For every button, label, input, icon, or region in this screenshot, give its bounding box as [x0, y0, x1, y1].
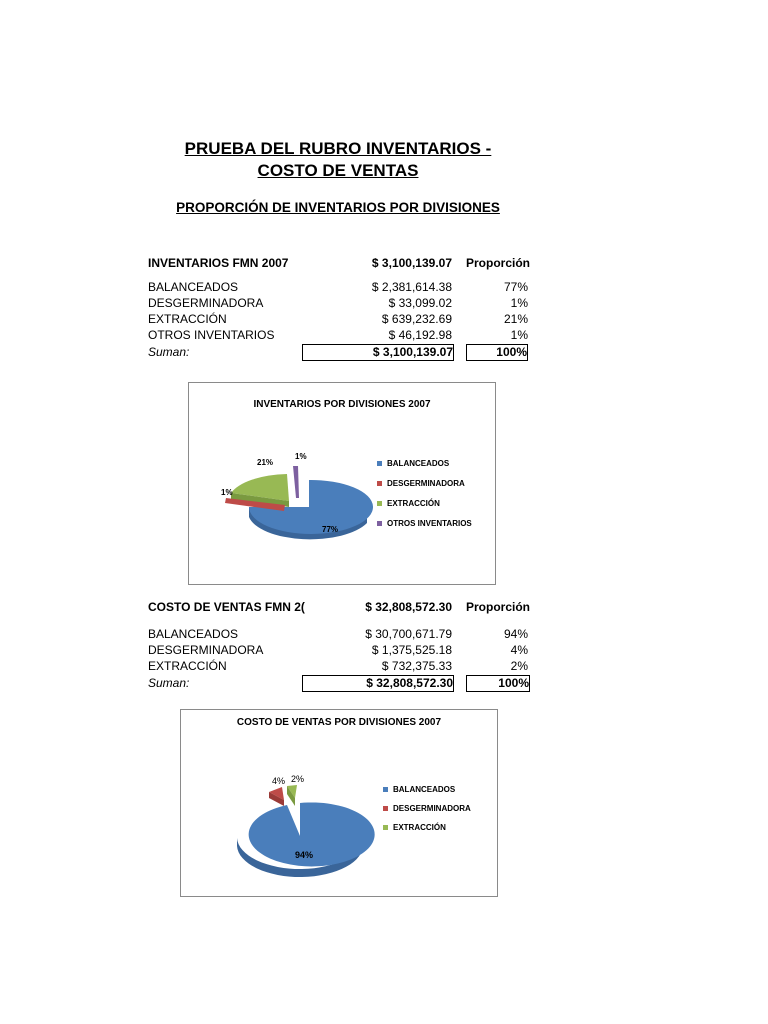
table-row-amount: $ 46,192.98 [388, 328, 452, 342]
legend-label: EXTRACCIÓN [393, 823, 446, 832]
legend-label: OTROS INVENTARIOS [387, 518, 472, 528]
legend-item [377, 513, 472, 533]
table-row-pct: 2% [510, 659, 528, 673]
table-row-label: OTROS INVENTARIOS [148, 328, 275, 342]
total-label: Suman: [148, 676, 190, 690]
total-pct [466, 344, 528, 361]
table-row-label: DESGERMINADORA [148, 296, 264, 310]
table-row-amount: $ 30,700,671.79 [365, 627, 452, 641]
chart-title: COSTO DE VENTAS POR DIVISIONES 2007 [236, 717, 442, 728]
legend-label: BALANCEADOS [393, 785, 456, 794]
table-row-label: EXTRACCIÓN [148, 312, 227, 326]
legend-swatch [377, 521, 382, 526]
inventory-header-pct: Proporción [466, 256, 531, 270]
table-row-pct: 1% [510, 328, 528, 342]
table-row-amount: $ 2,381,614.38 [371, 280, 452, 294]
total-label: Suman: [148, 345, 190, 359]
inventory-chart [188, 382, 496, 585]
data-label: 4% [272, 776, 286, 786]
data-label: 1% [295, 452, 307, 461]
legend-swatch [383, 806, 388, 811]
legend-swatch [377, 501, 382, 506]
page-subtitle: PROPORCIÓN DE INVENTARIOS POR DIVISIONES [176, 200, 500, 215]
total-amount-text: $ 3,100,139.07 [372, 345, 453, 359]
chart-legend [383, 780, 471, 837]
page-title-line2: COSTO DE VENTAS [257, 161, 419, 180]
table-row-label: EXTRACCIÓN [148, 659, 227, 673]
inventory-header-label: INVENTARIOS FMN 2007 [148, 256, 289, 270]
total-pct-text: 100% [498, 676, 529, 690]
legend-item [383, 780, 471, 799]
total-pct-text: 100% [496, 345, 527, 359]
table-row-pct: 1% [510, 296, 528, 310]
pie-slice-otros [293, 466, 299, 498]
inventory-header-amount: $ 3,100,139.07 [371, 256, 452, 270]
legend-label: BALANCEADOS [387, 458, 450, 468]
table-row-amount: $ 639,232.69 [381, 312, 452, 326]
legend-item [377, 493, 472, 513]
data-label: 2% [291, 774, 305, 784]
chart-title: INVENTARIOS POR DIVISIONES 2007 [253, 399, 431, 410]
legend-label: DESGERMINADORA [393, 804, 471, 813]
legend-swatch [383, 787, 388, 792]
table-row-label: DESGERMINADORA [148, 643, 264, 657]
total-amount-text: $ 32,808,572.30 [366, 676, 453, 690]
table-row-amount: $ 33,099.02 [388, 296, 452, 310]
table-row-pct: 4% [510, 643, 528, 657]
table-row-amount: $ 732,375.33 [381, 659, 452, 673]
legend-item [383, 818, 471, 837]
legend-item [377, 473, 472, 493]
table-row-amount: $ 1,375,525.18 [371, 643, 452, 657]
data-label: 1% [221, 488, 233, 497]
total-amount [302, 344, 454, 361]
sales-header-amount: $ 32,808,572.30 [365, 600, 452, 614]
legend-swatch [377, 461, 382, 466]
table-row-pct: 94% [503, 627, 528, 641]
legend-swatch [383, 825, 388, 830]
sales-header-label: COSTO DE VENTAS FMN 2( [148, 600, 305, 614]
legend-swatch [377, 481, 382, 486]
data-label: 77% [322, 525, 339, 534]
legend-label: DESGERMINADORA [387, 478, 465, 488]
chart-legend [377, 453, 472, 533]
legend-item [383, 799, 471, 818]
total-amount [302, 675, 454, 692]
legend-item [377, 453, 472, 473]
table-row-label: BALANCEADOS [148, 280, 239, 294]
table-row-pct: 77% [503, 280, 528, 294]
table-row-pct: 21% [503, 312, 528, 326]
table-row-label: BALANCEADOS [148, 627, 239, 641]
data-label: 21% [257, 458, 274, 467]
data-label: 94% [295, 850, 314, 860]
sales-chart [180, 709, 498, 897]
legend-label: EXTRACCIÓN [387, 498, 440, 508]
total-pct [466, 675, 530, 692]
sales-header-pct: Proporción [466, 600, 531, 614]
page-title-line1: PRUEBA DEL RUBRO INVENTARIOS - [184, 139, 492, 158]
